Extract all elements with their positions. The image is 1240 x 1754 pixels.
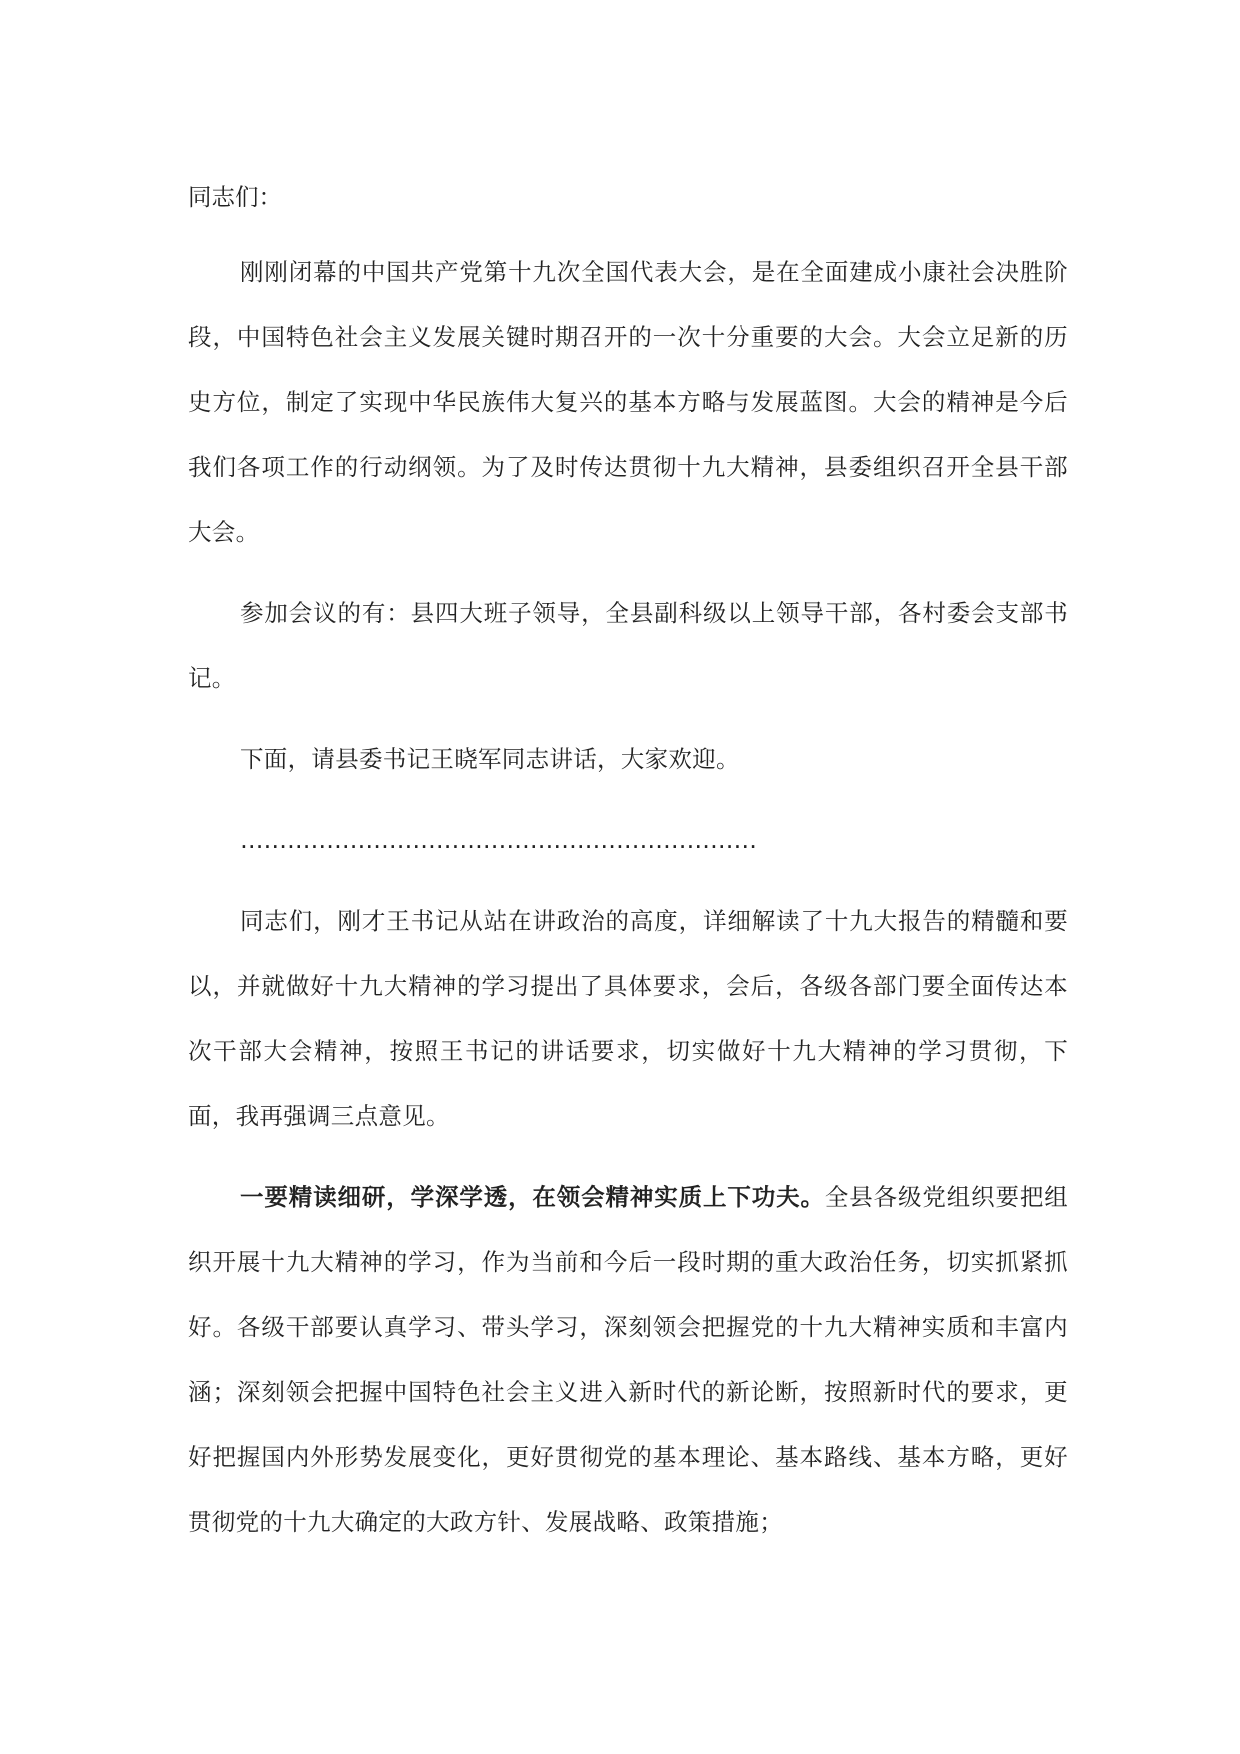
point-one-heading: 一要精读细研，学深学透，在领会精神实质上下功夫。 [240,1183,825,1211]
paragraph-opening: 刚刚闭幕的中国共产党第十九次全国代表大会，是在全面建成小康社会决胜阶段，中国特色社会主义发展关键时期召开的一次十分重要的大会。大会立足新的历史方位，制定了实现中华民族伟大复兴的基本方略与发展蓝图。大会的精神是今后我们各项工作的行动纲领。为了及时传达贯彻十九大精神，县委组织召开全县干部大会。 [188,258,1068,546]
paragraph-attendees: 参加会议的有：县四大班子领导，全县副科级以上领导干部，各村委会支部书记。 [188,599,1068,692]
document-body [188,170,1068,1555]
paragraph-summary: 同志们，刚才王书记从站在讲政治的高度，详细解读了十九大报告的精髓和要以，并就做好十九大精神的学习提出了具体要求，会后，各级各部门要全面传达本次干部大会精神，按照王书记的讲话要求，切实做好十九大精神的学习贯彻，下面，我再强调三点意见。 [188,907,1068,1130]
paragraph-point-one [188,1165,1068,1555]
point-one-body: 全县各级党组织要把组织开展十九大精神的学习，作为当前和今后一段时期的重大政治任务，切实抓紧抓好。各级干部要认真学习、带头学习，深刻领会把握党的十九大精神实质和丰富内涵；深刻领会把握中国特色社会主义进入新时代的新论断，按照新时代的要求，更好把握国内外形势发展变化，更好贯彻党的基本理论、基本路线、基本方略，更好贯彻党的十九大确定的大政方针、发展战略、政策措施； [188,1183,1069,1536]
paragraph-invite-speech: 下面，请县委书记王晓军同志讲话，大家欢迎。 [240,745,740,773]
greeting: 同志们： [188,183,282,211]
ellipsis-separator: ………………………………………………………… [240,826,757,854]
